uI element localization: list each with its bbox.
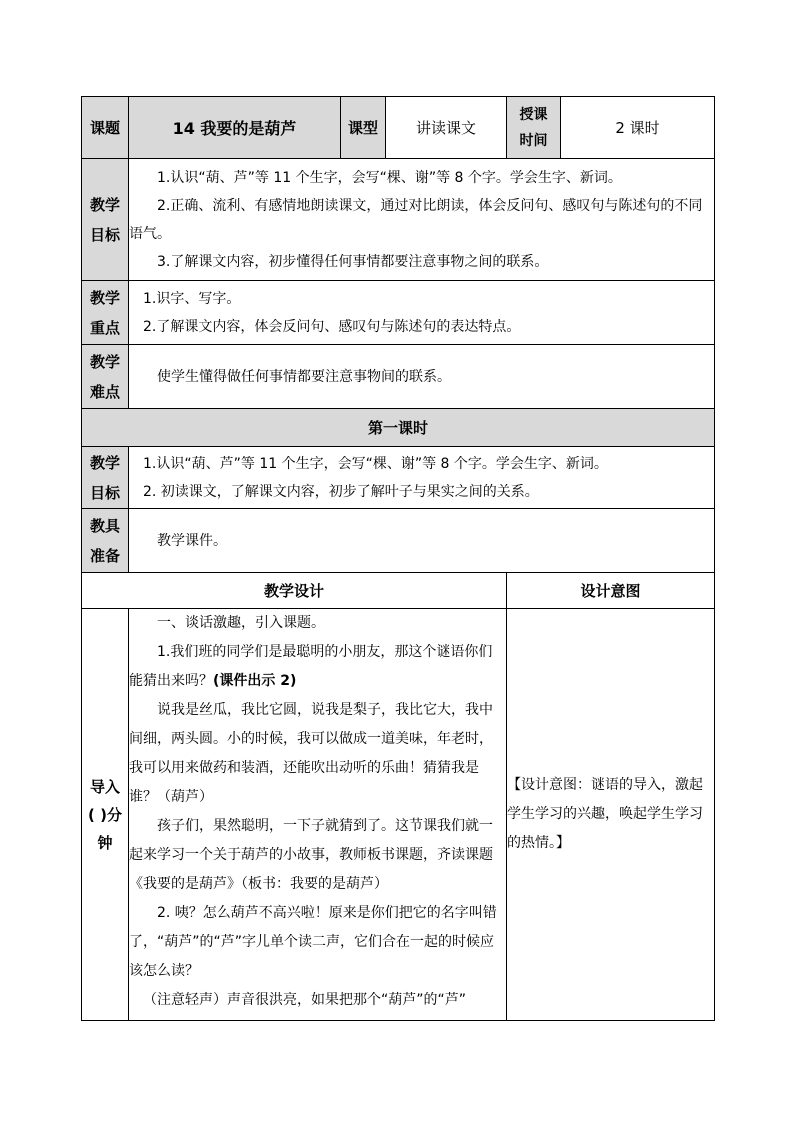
tools-content — [129, 509, 715, 573]
intro-section-label — [82, 609, 129, 1021]
lesson1-goals-label — [82, 447, 129, 509]
design-header: 教学设计 — [82, 573, 507, 609]
lesson1-title: 第一课时 — [82, 409, 715, 447]
lesson1-goal-item: 2. 初读课文，了解课文内容，初步了解叶子与果实之间的关系。 — [143, 483, 539, 500]
goal-item: 2.正确、流利、有感情地朗读课文，通过对比朗读，体会反问句、感叹句与陈述句的不同语气。 — [129, 197, 703, 242]
difficulties-label-line2: 难点 — [89, 382, 120, 401]
design-content-row — [82, 609, 715, 1021]
lesson1-goals-row — [82, 447, 715, 509]
courseware-reference: (课件出示 2) — [213, 673, 297, 689]
tools-text: 教学课件。 — [157, 532, 227, 549]
goals-label-line2: 目标 — [89, 225, 120, 244]
key-point-item: 2.了解课文内容，体会反问句、感叹句与陈述句的表达特点。 — [143, 318, 521, 335]
type-value: 讲读课文 — [386, 97, 507, 159]
lesson1-goal-item: 1.认识“葫、芦”等 11 个生字，会写“棵、谢”等 8 个字。学会生字、新词。 — [143, 455, 608, 472]
goals-label — [82, 159, 129, 281]
time-value: 2 课时 — [561, 97, 715, 159]
lesson1-goals-label-line1: 教学 — [89, 453, 120, 472]
design-paragraph — [129, 638, 506, 696]
tools-row — [82, 509, 715, 573]
design-intent: 【设计意图：谜语的导入，激起学生学习的兴趣，唤起学生学习的热情。】 — [507, 609, 715, 1021]
time-label-line2: 时间 — [519, 132, 548, 149]
tools-label-line2: 准备 — [89, 546, 120, 565]
design-paragraph: 孩子们，果然聪明，一下子就猜到了。这节课我们就一起来学习一个关于葫芦的小故事，教师板书课题，齐读课题《我要的是葫芦》（板书：我要的是葫芦） — [129, 818, 493, 892]
lesson1-title-row — [82, 409, 715, 447]
goals-row — [82, 159, 715, 281]
intent-header: 设计意图 — [507, 573, 715, 609]
time-label-line1: 授课 — [519, 106, 548, 123]
lesson-plan-table — [81, 96, 715, 1021]
goal-item: 3.了解课文内容，初步懂得任何事情都要注意事物之间的联系。 — [157, 253, 549, 270]
key-points-label — [82, 281, 129, 345]
difficulties-row — [82, 345, 715, 409]
design-paragraph: 2. 咦？怎么葫芦不高兴啦！原来是你们把它的名字叫错了，“葫芦”的“芦”字儿单个读二声，它们合在一起的时候应该怎么读？ — [129, 905, 497, 979]
key-points-content — [129, 281, 715, 345]
key-points-label-line1: 教学 — [89, 288, 120, 307]
goals-content — [129, 159, 715, 281]
difficulties-label — [82, 345, 129, 409]
goals-label-line1: 教学 — [89, 195, 120, 214]
lesson1-goals-label-line2: 目标 — [89, 483, 120, 502]
key-point-item: 1.识字、写字。 — [143, 290, 241, 307]
design-header-row — [82, 573, 715, 609]
topic-label: 课题 — [82, 97, 129, 159]
design-paragraph: （注意轻声）声音很洪亮，如果把那个“葫芦”的“芦” — [143, 992, 467, 1008]
goal-item: 1.认识“葫、芦”等 11 个生字，会写“棵、谢”等 8 个字。学会生字、新词。 — [157, 169, 622, 186]
header-row — [82, 97, 715, 159]
tools-label-line1: 教具 — [89, 516, 120, 535]
difficulties-text: 使学生懂得做任何事情都要注意事物间的联系。 — [157, 368, 451, 385]
type-label: 课型 — [341, 97, 386, 159]
key-points-row — [82, 281, 715, 345]
difficulties-label-line1: 教学 — [89, 352, 120, 371]
design-paragraph-text: 1.我们班的同学们是最聪明的小朋友，那这个谜语你们能猜出来吗？ — [129, 644, 493, 689]
intro-label-line2: ( )分 — [88, 805, 122, 824]
intro-label-line3: 钟 — [97, 833, 113, 852]
lesson1-goals-content — [129, 447, 715, 509]
design-content — [129, 609, 507, 1021]
key-points-label-line2: 重点 — [89, 318, 120, 337]
tools-label — [82, 509, 129, 573]
design-paragraph: 一、谈话激趣，引入课题。 — [157, 615, 325, 631]
difficulties-content — [129, 345, 715, 409]
intro-label-line1: 导入 — [89, 777, 120, 796]
time-label — [507, 97, 561, 159]
topic-value: 14 我要的是葫芦 — [129, 97, 341, 159]
design-paragraph: 说我是丝瓜，我比它圆，说我是梨子，我比它大，我中间细，两头圆。小的时候，我可以做成一道美味，年老时，我可以用来做药和装酒，还能吹出动听的乐曲！猜猜我是谁？（葫芦） — [129, 702, 493, 805]
